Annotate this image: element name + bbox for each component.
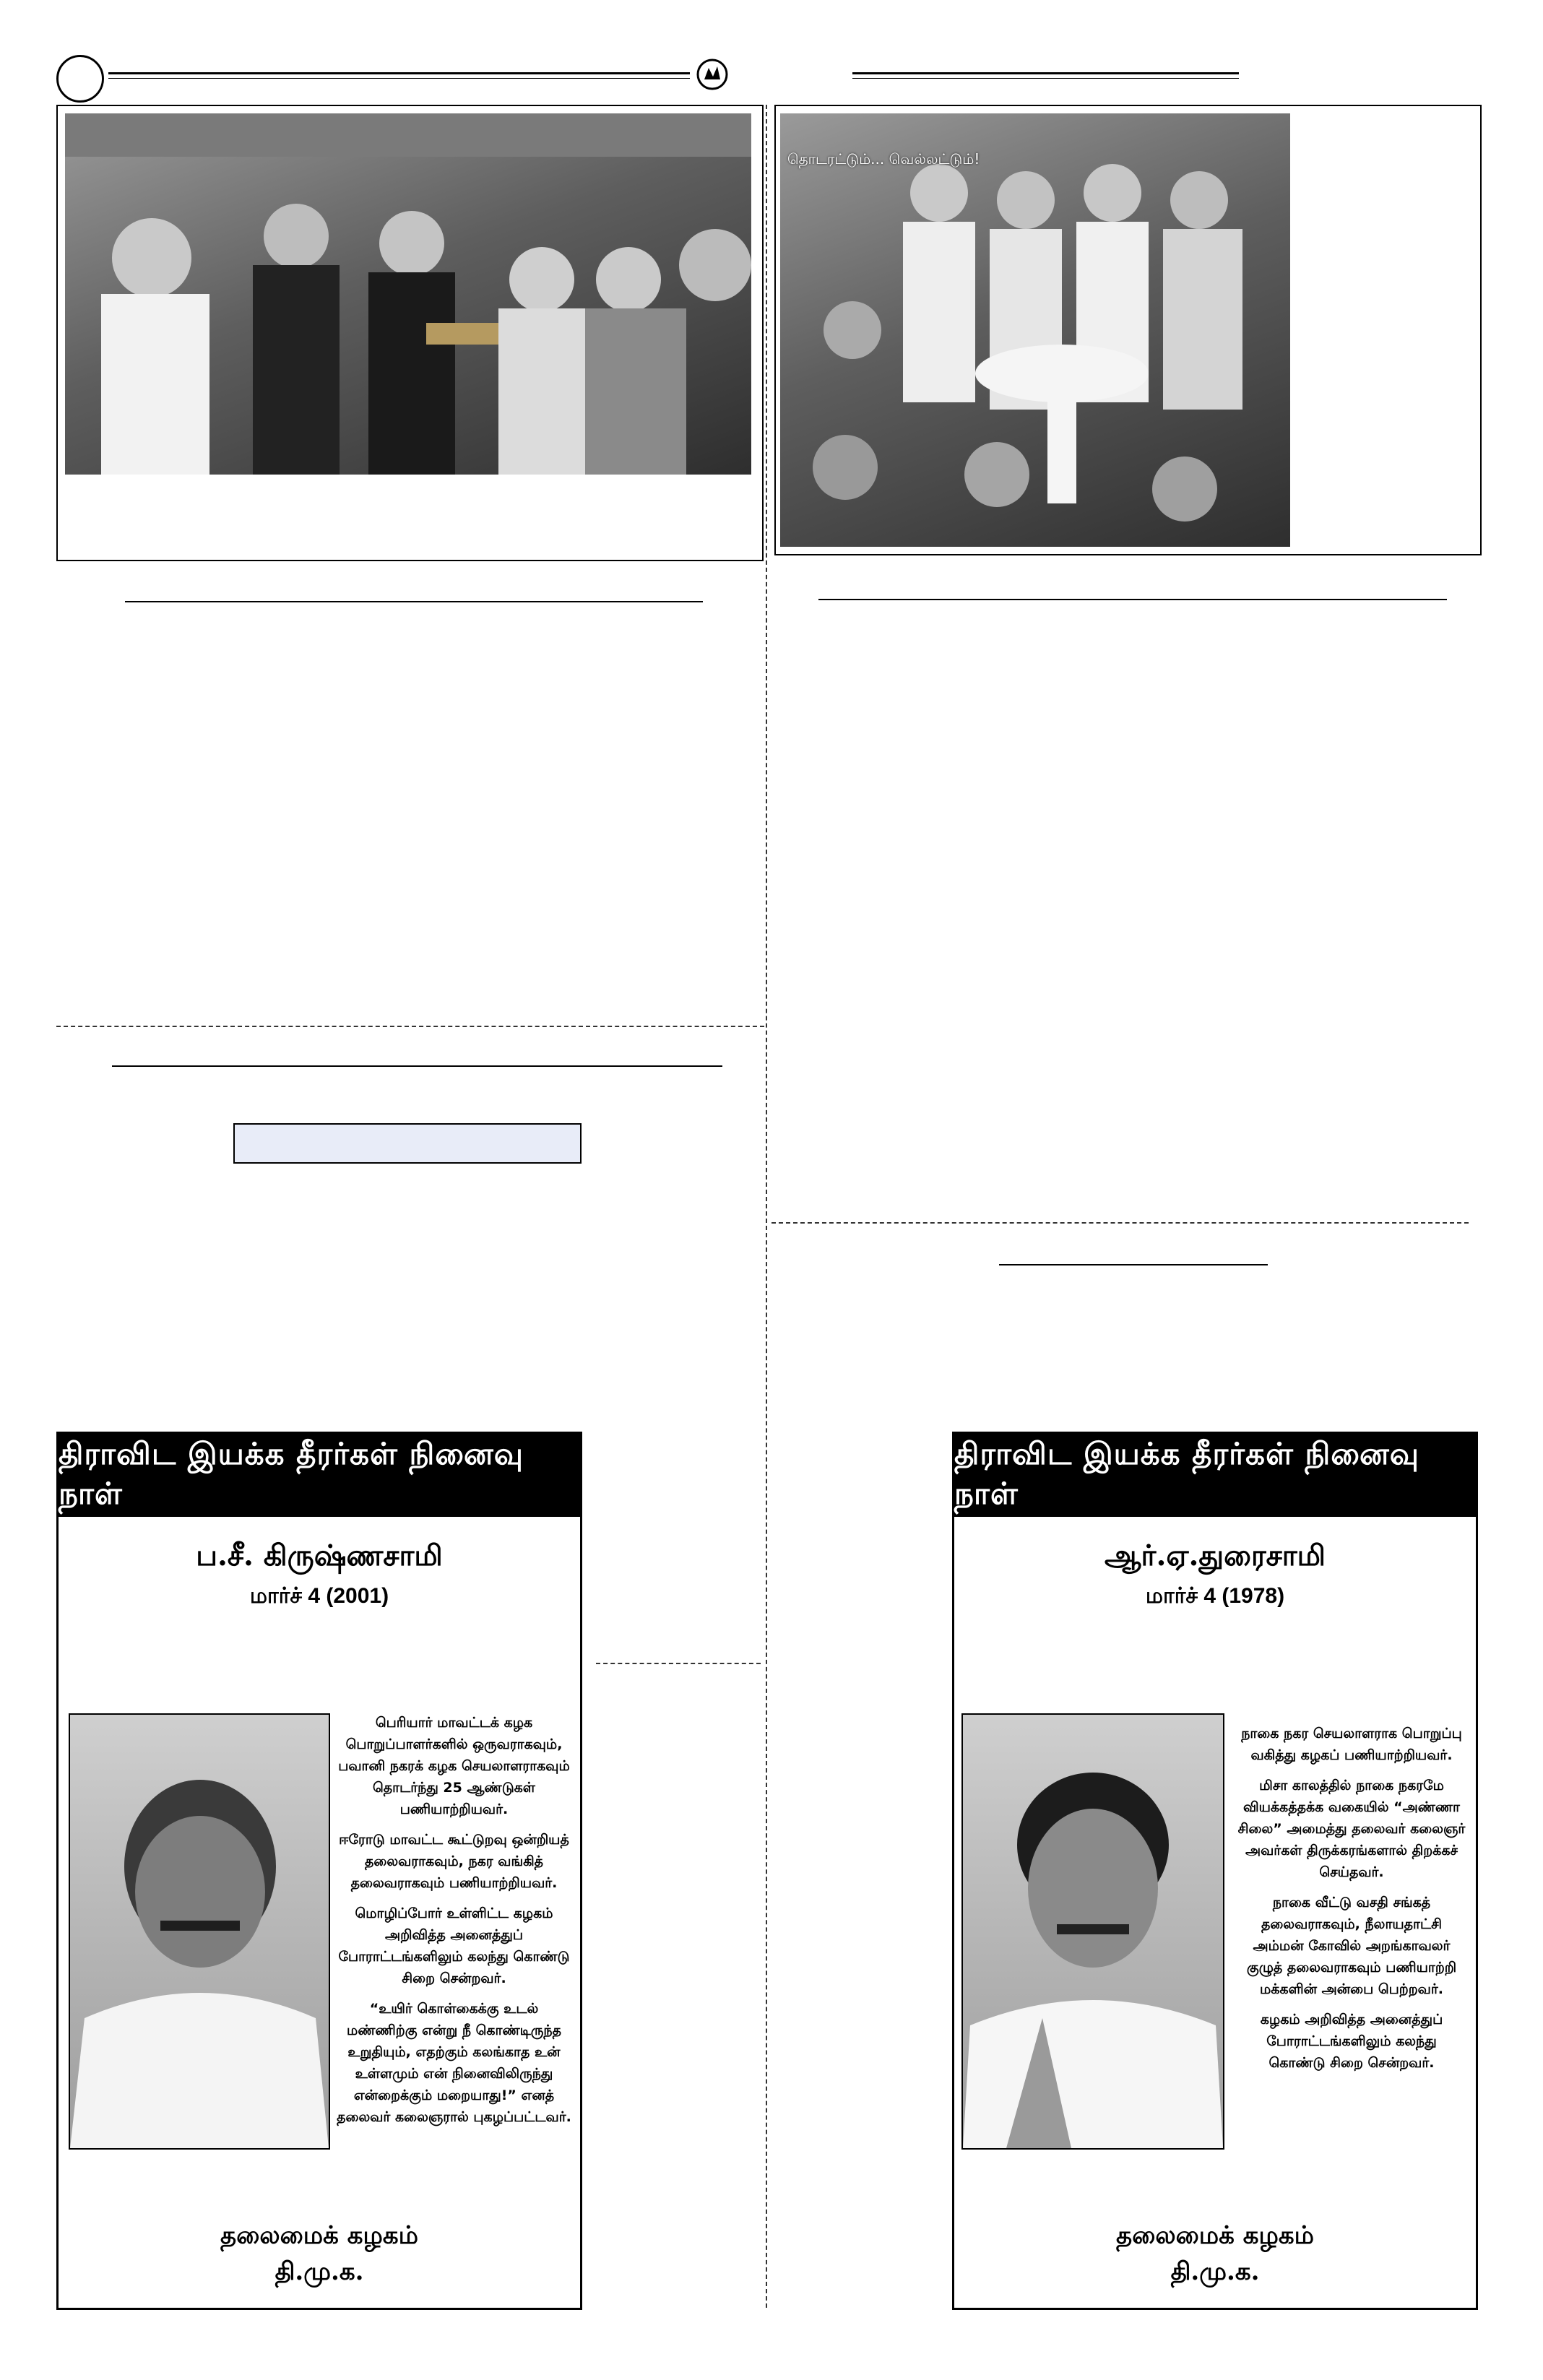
bio-paragraph: ஈரோடு மாவட்ட கூட்டுறவு ஒன்றியத் தலைவராகவும், நகர வங்கித் தலைவராகவும் பணியாற்றியவர். [339,1832,569,1891]
memorial-date: மார்ச் 4 (2001) [249,1584,389,1608]
memorial-bio [1236,1723,1467,2082]
memorial-card-left [56,1432,582,2310]
memorial-footer-party: தி.மு.க. [1170,2257,1260,2286]
event-photo-right [780,113,1290,547]
memorial-footer-org: தலைமைக் கழகம் [220,2221,418,2250]
headline-rule-left-2 [112,1065,722,1067]
memorial-card-right [952,1432,1478,2310]
bio-paragraph: மிசா காலத்தில் நாகை நகரமே வியக்கத்தக்க வகையில் “அண்ணா சிலை” அமைத்து தலைவர் கலைஞர் அவர்கள் திருக்கரங்களால் திறக்கச் செய்தவர். [1237,1778,1466,1880]
headline-rule-right-2 [999,1264,1268,1265]
memorial-banner: திராவிட இயக்க தீரர்கள் நினைவு நாள் [59,1434,580,1517]
portrait-photo [69,1713,330,2150]
bio-paragraph: பெரியார் மாவட்டக் கழக பொறுப்பாளர்களில் ஒருவராகவும், பவானி நகரக் கழக செயலாளராகவும் தொடர்ந்து 25 ஆண்டுகள் பணியாற்றியவர். [338,1715,570,1817]
subhead-box [233,1123,582,1164]
headline-rule-left [125,601,703,602]
column-divider [766,105,767,2308]
photo-caption: தொடரட்டும்... வெல்லட்டும்! [787,150,980,168]
memorial-bio [337,1712,571,2137]
bio-paragraph: கழகம் அறிவித்த அனைத்துப் போராட்டங்களிலும் கலந்து கொண்டு சிறை சென்றவர். [1260,2012,1443,2071]
header-rule-right [852,72,1239,74]
header-rule-left-thin [108,78,690,79]
memorial-banner: திராவிட இயக்க தீரர்கள் நினைவு நாள் [954,1434,1476,1517]
bio-paragraph: நாகை வீட்டு வசதி சங்கத் தலைவராகவும், நீலாயதாட்சி அம்மன் கோவில் அறங்காவலர் குழுத் தலைவராகவும் பணியாற்றி மக்களின் அன்பை பெற்றவர். [1246,1895,1457,1997]
memorial-name: ப.சீ. கிருஷ்ணசாமி [196,1539,443,1572]
header-rule-left [108,72,690,74]
section-divider-right [772,1222,1469,1224]
short-divider [596,1663,761,1664]
headline-rule-right [818,599,1447,600]
memorial-date: மார்ச் 4 (1978) [1145,1584,1285,1608]
event-photo-left [65,113,751,475]
page-number-circle [56,55,104,103]
photo-frame-left [56,105,764,561]
header-rule-right-thin [852,78,1239,79]
bio-paragraph: நாகை நகர செயலாளராக பொறுப்பு வகித்து கழகப் பணியாற்றியவர். [1241,1726,1462,1763]
portrait-photo [961,1713,1224,2150]
memorial-footer-org: தலைமைக் கழகம் [1116,2221,1314,2250]
party-emblem-icon [696,58,729,91]
memorial-footer-party: தி.மு.க. [275,2257,364,2286]
section-divider-left [56,1026,764,1027]
bio-paragraph: “உயிர் கொள்கைக்கு உடல் மண்ணிற்கு என்று நீ கொண்டிருந்த உறுதியும், எதற்கும் கலங்காத உன் உள்ளமும் என் நினைவிலிருந்து என்றைக்கும் மறையாது!” எனத் தலைவர் கலைஞரால் புகழப்பட்டவர். [337,2001,571,2125]
bio-paragraph: மொழிப்போர் உள்ளிட்ட கழகம் அறிவித்த அனைத்துப் போராட்டங்களிலும் கலந்து கொண்டு சிறை சென்றவர். [338,1905,570,1986]
memorial-name: ஆர்.ஏ.துரைசாமி [1104,1539,1326,1572]
photo-frame-right [774,105,1482,555]
